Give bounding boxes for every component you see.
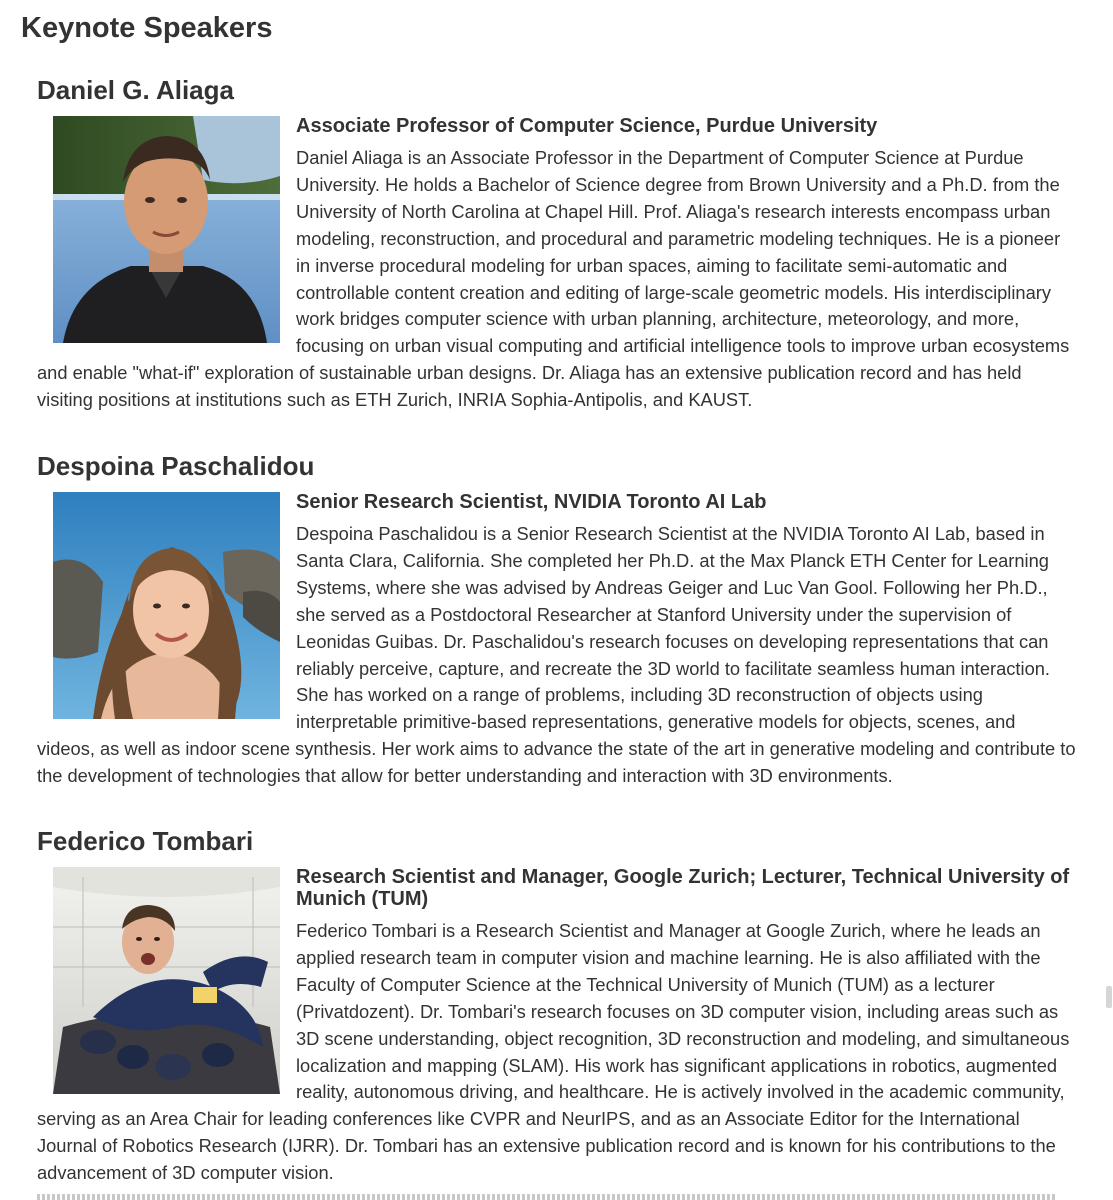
speaker-name: Despoina Paschalidou <box>37 451 315 481</box>
speaker-photo <box>53 492 280 719</box>
speaker-role: Senior Research Scientist, NVIDIA Toronto AI Lab <box>296 491 767 513</box>
speaker-body <box>37 115 1077 414</box>
speaker-card-aliaga <box>37 73 1077 414</box>
speaker-card-paschalidou <box>37 449 1077 790</box>
speaker-card-tombari <box>37 824 1077 1187</box>
scrollbar-thumb[interactable] <box>1106 986 1112 1008</box>
speaker-photo <box>53 867 280 1094</box>
speaker-bio: Federico Tombari is a Research Scientist and Manager at Google Zurich, where he leads an applied research team in computer vision and machine learning. He is also affiliated with the Faculty of Computer Science at the Technical University of Munich (TUM) as a lecturer (Privatdozent). Dr. Tombari's research focuses on 3D computer vision, including areas such as 3D scene understanding, object recognition, 3D reconstruction and modeling, and simultaneous localization and mapping (SLAM). His work has significant applications in robotics, augmented reality, autonomous driving, and healthcare. He is actively involved in the academic community, serving as an Area Chair for leading conferences like CVPR and NeurIPS, and as an Associate Editor for the International Journal of Robotics Research (IJRR). Dr. Tombari has an extensive publication record and is known for his contributions to the advancement of 3D computer vision. <box>37 920 1070 1184</box>
speaker-bio: Despoina Paschalidou is a Senior Research Scientist at the NVIDIA Toronto AI Lab, based in Santa Clara, California. She completed her Ph.D. at the Max Planck ETH Center for Learning Systems, where she was advised by Andreas Geiger and Luc Van Gool. Following her Ph.D., she served as a Postdoctoral Researcher at Stanford University under the supervision of Leonidas Guibas. Dr. Paschalidou's research focuses on developing representations that can reliably perceive, capture, and recreate the 3D world to facilitate seamless human interaction. She has worked on a range of problems, including 3D reconstruction of objects using interpretable primitive-based representations, generative models for objects, scenes, and videos, as well as indoor scene synthesis. Her work aims to advance the state of the art in generative modeling and contribute to the development of technologies that allow for better understanding and interaction with 3D environments. <box>37 523 1076 787</box>
speaker-bio: Daniel Aliaga is an Associate Professor in the Department of Computer Science at Purdue University. He holds a Bachelor of Science degree from Brown University and a Ph.D. from the University of North Carolina at Chapel Hill. Prof. Aliaga's research interests encompass urban modeling, reconstruction, and procedural and parametric modeling techniques. He is a pioneer in inverse procedural modeling for urban spaces, aiming to facilitate semi-automatic and controllable content creation and editing of large-scale geometric models. His interdisciplinary work bridges computer science with urban planning, architecture, meteorology, and more, focusing on urban visual computing and artificial intelligence tools to improve urban ecosystems and enable "what-if" exploration of sustainable urban designs. Dr. Aliaga has an extensive publication record and has held visiting positions at institutions such as ETH Zurich, INRIA Sophia-Antipolis, and KAUST. <box>37 147 1070 411</box>
speaker-role: Research Scientist and Manager, Google Zurich; Lecturer, Technical University of Munich (TUM) <box>296 866 1070 910</box>
page-title: Keynote Speakers <box>21 12 273 44</box>
speaker-body <box>37 491 1077 790</box>
speaker-photo <box>53 116 280 343</box>
speaker-name: Daniel G. Aliaga <box>37 75 234 105</box>
speaker-role: Associate Professor of Computer Science, Purdue University <box>296 115 878 137</box>
speaker-name: Federico Tombari <box>37 826 254 856</box>
clipped-text-line <box>37 1194 1057 1200</box>
speaker-body <box>37 866 1077 1187</box>
